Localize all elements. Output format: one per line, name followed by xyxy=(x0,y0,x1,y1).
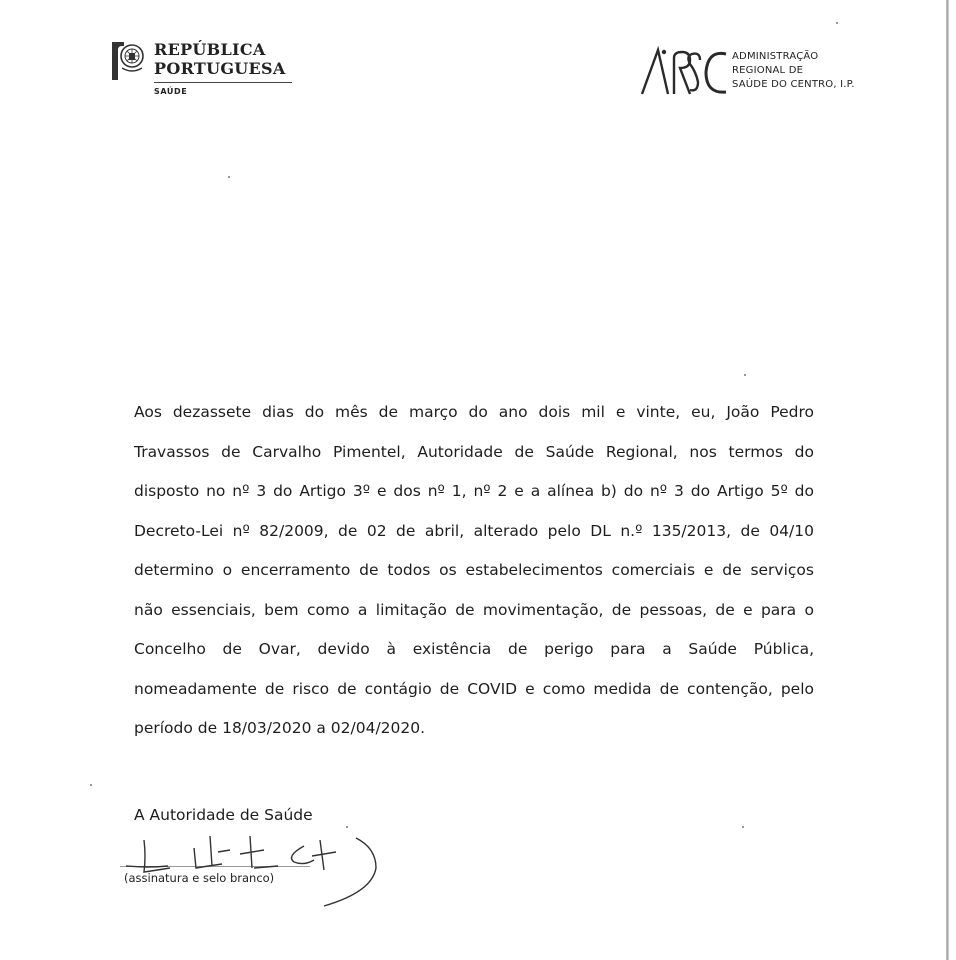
ministry-label: SAÚDE xyxy=(154,87,188,96)
paragraph-line: Concelho de Ovar, devido à existência de perigo para a Saúde Pública, xyxy=(134,640,814,658)
scan-edge xyxy=(946,0,949,960)
signature-heading: A Autoridade de Saúde xyxy=(134,806,313,824)
arsc-line-3: SAÚDE DO CENTRO, I.P. xyxy=(732,79,855,90)
scan-speck xyxy=(742,826,744,828)
paragraph-line: determino o encerramento de todos os estabelecimentos comerciais e de serviços xyxy=(134,561,814,579)
scan-speck xyxy=(744,374,746,376)
signature-caption: (assinatura e selo branco) xyxy=(124,871,275,885)
scan-speck xyxy=(346,826,348,828)
republic-title-line1: REPÚBLICA xyxy=(154,40,266,59)
scan-speck xyxy=(90,784,92,786)
paragraph-line: Decreto-Lei nº 82/2009, de 02 de abril, alterado pelo DL n.º 135/2013, de 04/10 xyxy=(134,521,814,540)
paragraph-line: disposto no nº 3 do Artigo 3º e dos nº 1, nº 2 e a alínea b) do nº 3 do Artigo 5º do xyxy=(134,482,814,500)
paragraph-line: período de 18/03/2020 a 02/04/2020. xyxy=(134,719,426,737)
arsc-line-1: ADMINISTRAÇÃO xyxy=(732,51,819,62)
paragraph-line: Aos dezassete dias do mês de março do ano dois mil e vinte, eu, João Pedro xyxy=(134,403,814,421)
paragraph-line: Travassos de Carvalho Pimentel, Autoridade de Saúde Regional, nos termos do xyxy=(134,442,814,461)
arsc-logo xyxy=(638,42,868,98)
arsc-mark-icon xyxy=(638,42,730,98)
scan-speck xyxy=(228,176,230,178)
logo-divider xyxy=(154,82,292,83)
scan-speck xyxy=(836,22,838,24)
coat-of-arms-icon xyxy=(108,40,146,84)
republic-title xyxy=(154,40,286,78)
paragraph-line: não essenciais, bem como a limitação de movimentação, de pessoas, de e para o xyxy=(134,600,814,619)
republica-portuguesa-logo xyxy=(108,40,298,102)
decree-text xyxy=(134,393,814,749)
paragraph-line: nomeadamente de risco de contágio de COVID e como medida de contenção, pelo xyxy=(134,679,814,698)
republic-title-line2: PORTUGUESA xyxy=(154,59,286,78)
arsc-line-2: REGIONAL DE xyxy=(732,65,804,76)
decree-paragraph xyxy=(134,393,814,749)
arsc-text xyxy=(732,50,855,92)
